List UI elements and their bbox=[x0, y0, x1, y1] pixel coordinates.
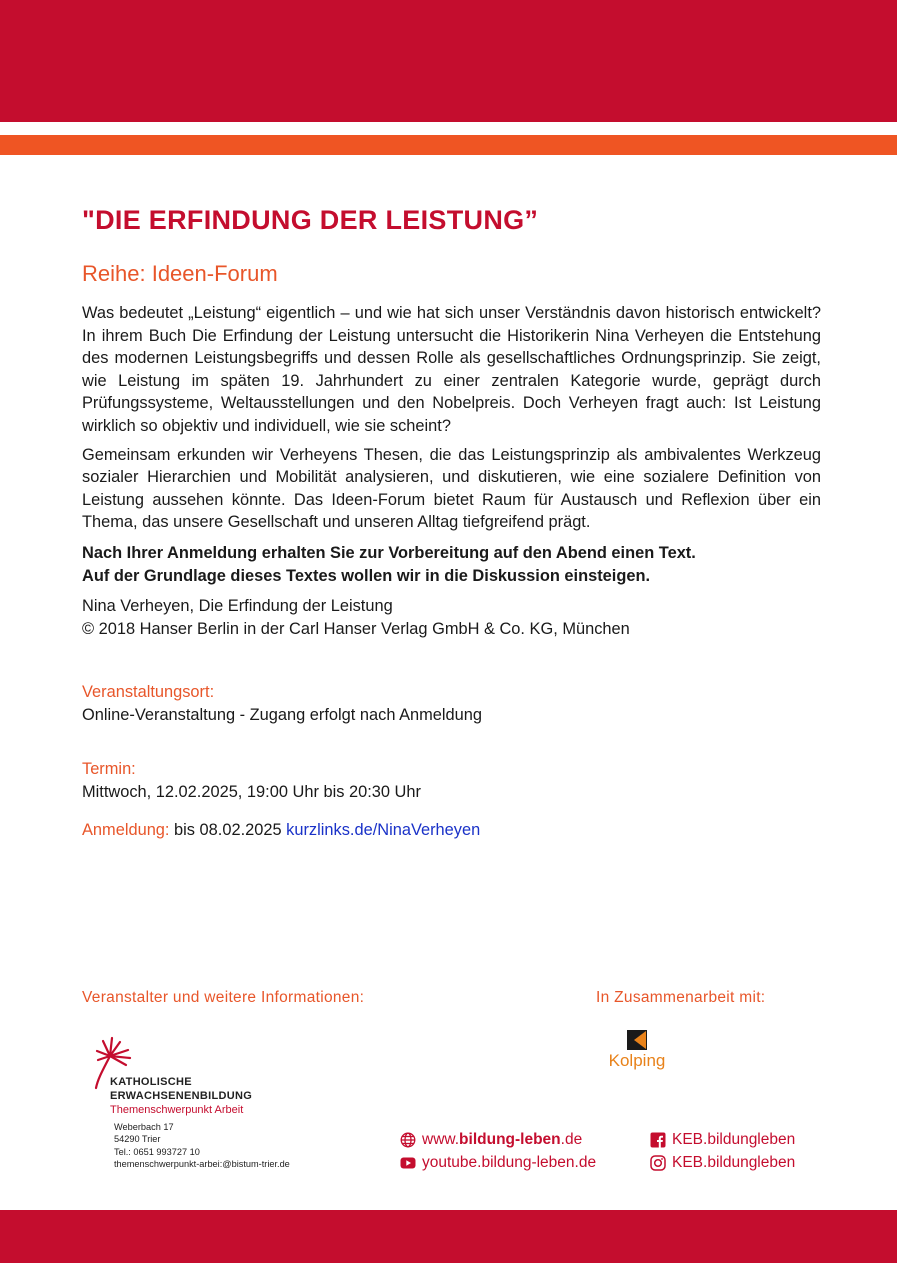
book-credit-copyright: © 2018 Hanser Berlin in der Carl Hanser Verlag GmbH & Co. KG, München bbox=[82, 619, 630, 638]
series-title: Reihe: Ideen-Forum bbox=[82, 261, 278, 286]
intro-paragraph: Was bedeutet „Leistung“ eigentlich – und wie hat sich unser Verständnis davon historisch entwickelt? In ihrem Buch Die Erfindung der Leistung untersucht die Historikerin Nina Verheyen die Entstehung des modernen Leistungsbegriffs und dessen Rolle als gesellschaftliches Ordnungsprinzip. Sie zeigt, wie Leistung im späten 19. Jahrhundert zu einer zentralen Kategorie wurde, geprägt durch Prüfungssysteme, Weltausstellungen und den Nobelpreis. Doch Verheyen fragt auch: Ist Leistung wirklich so objektiv und individuell, wie sie scheint? bbox=[82, 304, 821, 435]
orange-stripe bbox=[0, 135, 897, 155]
date-block bbox=[82, 758, 421, 804]
instagram-text: KEB.bildungleben bbox=[672, 1154, 796, 1171]
organizer-label: Veranstalter und weitere Informationen: bbox=[82, 989, 365, 1006]
date-value: Mittwoch, 12.02.2025, 19:00 Uhr bis 20:30 Uhr bbox=[82, 783, 421, 801]
kolping-logo bbox=[600, 1030, 674, 1071]
discussion-paragraph: Gemeinsam erkunden wir Verheyens Thesen, die das Leistungsprinzip als ambivalentes Werkzeug sozialer Hierarchien und Mobilität analysieren, und diskutieren, wie eine sozialere Definition von Leistung aussehen könnte. Das Ideen-Forum bietet Raum für Austausch und Reflexion über ein Thema, das unsere Gesellschaft und unseren Alltag tiefgreifend prägt. bbox=[82, 445, 821, 532]
youtube-icon bbox=[400, 1155, 416, 1171]
youtube-link[interactable] bbox=[400, 1152, 596, 1174]
instagram-link[interactable] bbox=[650, 1152, 795, 1174]
address-phone: Tel.: 0651 993727 10 bbox=[114, 1146, 200, 1157]
keb-name-line1: KATHOLISCHE bbox=[110, 1076, 192, 1088]
registration-block bbox=[82, 819, 480, 842]
website-link[interactable] bbox=[400, 1129, 582, 1151]
facebook-link[interactable] bbox=[650, 1129, 795, 1151]
preparation-note-line1: Nach Ihrer Anmeldung erhalten Sie zur Vorbereitung auf den Abend einen Text. bbox=[82, 543, 696, 562]
venue-label: Veranstaltungsort: bbox=[82, 683, 215, 701]
registration-deadline: bis 08.02.2025 bbox=[174, 821, 282, 839]
preparation-note bbox=[82, 542, 821, 587]
facebook-icon bbox=[650, 1132, 666, 1148]
partner-label: In Zusammenarbeit mit: bbox=[596, 989, 766, 1006]
page-title: "DIE ERFINDUNG DER LEISTUNG” bbox=[82, 205, 539, 235]
keb-name bbox=[110, 1075, 252, 1103]
book-credit-title: Nina Verheyen, Die Erfindung der Leistung bbox=[82, 597, 393, 616]
registration-label: Anmeldung: bbox=[82, 821, 170, 839]
keb-subtitle: Themenschwerpunkt Arbeit bbox=[110, 1104, 244, 1116]
date-label: Termin: bbox=[82, 760, 136, 778]
address-city: 54290 Trier bbox=[114, 1134, 161, 1145]
description bbox=[82, 302, 821, 646]
top-banner bbox=[0, 0, 897, 122]
website-domain: bildung-leben bbox=[459, 1131, 561, 1148]
globe-icon bbox=[400, 1132, 416, 1148]
book-credit bbox=[82, 595, 821, 640]
facebook-text: KEB.bildungleben bbox=[672, 1131, 796, 1148]
website-prefix: www. bbox=[422, 1131, 460, 1148]
instagram-icon bbox=[650, 1155, 666, 1171]
address bbox=[114, 1121, 290, 1171]
address-street: Weberbach 17 bbox=[114, 1122, 174, 1132]
registration-link[interactable]: kurzlinks.de/NinaVerheyen bbox=[286, 821, 481, 839]
bottom-banner bbox=[0, 1210, 897, 1263]
preparation-note-line2: Auf der Grundlage dieses Textes wollen wir in die Diskussion einsteigen. bbox=[82, 566, 651, 585]
venue-value: Online-Veranstaltung - Zugang erfolgt nach Anmeldung bbox=[82, 706, 483, 724]
kolping-k-icon bbox=[627, 1030, 647, 1050]
youtube-text: youtube.bildung-leben.de bbox=[422, 1154, 597, 1171]
keb-name-line2: ERWACHSENENBILDUNG bbox=[110, 1090, 253, 1102]
address-email[interactable]: themenschwerpunkt-arbei:@bistum-trier.de bbox=[114, 1159, 290, 1170]
kolping-name: Kolping bbox=[608, 1051, 666, 1070]
venue-block bbox=[82, 681, 482, 727]
website-suffix: .de bbox=[560, 1131, 583, 1148]
